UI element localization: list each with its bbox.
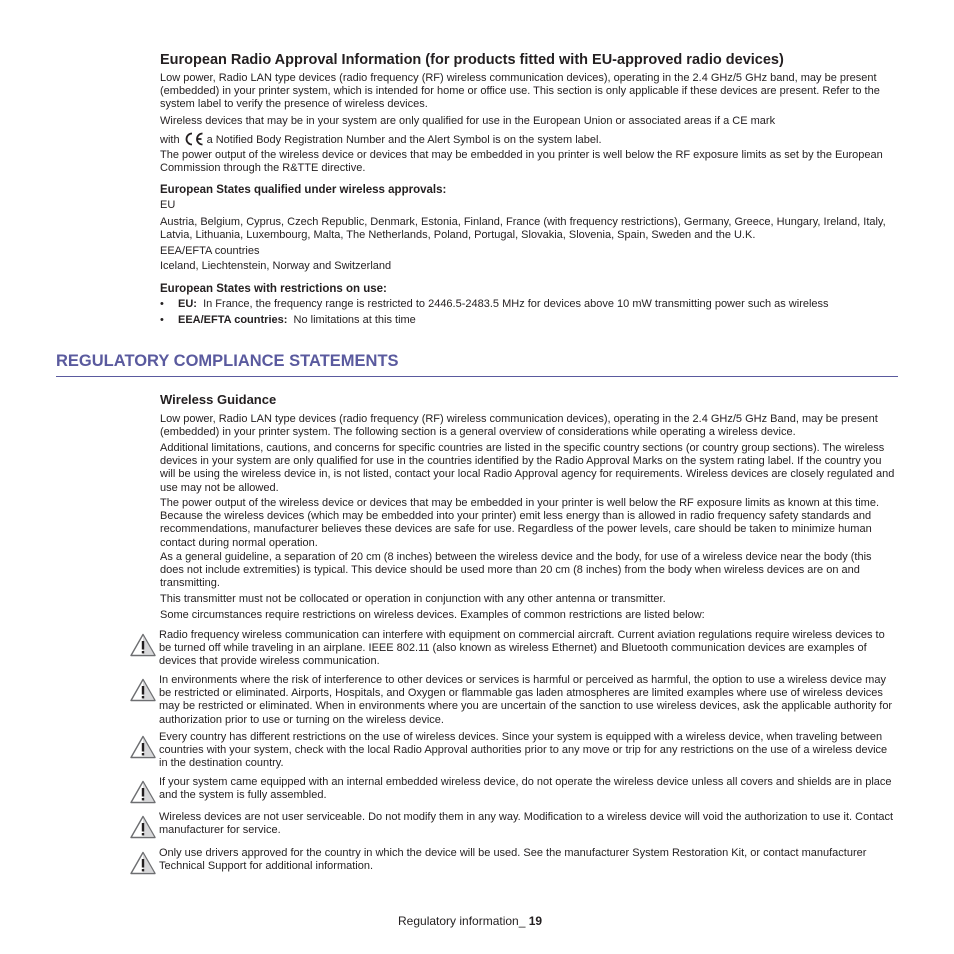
guidance-paragraph: As a general guideline, a separation of 20 cm (8 inches) between the wireless device and the body, for use of a wireless device near the body (this does not include extremities) is typical. This device should be used more than 20 cm (8 inches) from the body when wireless devices are on and transmitting. (160, 551, 872, 590)
eu-paragraph-2-line2 (160, 132, 898, 150)
eu-label: EU (160, 199, 176, 211)
warning-icon (130, 780, 156, 804)
bullet: • (160, 298, 164, 310)
section-title: REGULATORY COMPLIANCE STATEMENTS (56, 352, 399, 370)
eu-countries: Austria, Belgium, Cyprus, Czech Republic, Denmark, Estonia, Finland, France (with frequency restrictions), Germany, Greece, Hungary, Ireland, Italy, Latvia, Lithuania, Luxembourg, Malta, The Netherlands, Poland, Portugal, Slovakia, Slovenia, Spain, Sweden and the U.K. (160, 216, 886, 242)
warning-icon (130, 633, 156, 657)
warning-icon (130, 735, 156, 759)
warning-text: If your system came equipped with an internal embedded wireless device, do not operate the wireless device unless all covers and shields are in place and the system is fully assembled. (159, 776, 892, 802)
eu-section-title: European Radio Approval Information (for products fitted with EU-approved radio devices) (160, 52, 784, 68)
restrictions-heading: European States with restrictions on use: (160, 283, 387, 295)
qualified-heading: European States qualified under wireless approvals: (160, 184, 447, 196)
page-number: 19 (528, 914, 543, 928)
guidance-paragraph: The power output of the wireless device or devices that may be embedded in your printer is well below the RF exposure limits as known at this time. Because the wireless devices (which may be embedded into your printer) emit less energy than is allowed in radio frequency safety standards and recommendations, manufacturer believes these devices are safe for use. Regardless of the power levels, care should be taken to minimize human contact during normal operation. (160, 497, 880, 549)
warning-text: Every country has different restrictions on the use of wireless devices. Since your system is equipped with a wireless device, when traveling between countries with your system, check with the local Radio Approval authorities prior to any move or trip for any restrictions on the use of a wireless device in the destination country. (159, 731, 888, 770)
restriction-label: EU: (178, 298, 197, 310)
eea-label: EEA/EFTA countries (160, 245, 260, 257)
warning-text: Only use drivers approved for the country in which the device will be used. See the manufacturer System Restoration Kit, or contact manufacturer Technical Support for additional information. (159, 847, 867, 873)
wireless-guidance-heading: Wireless Guidance (160, 392, 277, 407)
warning-text: Radio frequency wireless communication can interfere with equipment on commercial aircraft. Current aviation regulations require wireless devices to be turned off while traveling in an airplane. IEEE 802.11 (also known as wireless Ethernet) and Bluetooth communication devices are examples of devices that provide wireless communication. (159, 629, 885, 668)
footer-label: Regulatory information_ (398, 914, 526, 928)
restriction-text: In France, the frequency range is restricted to 2446.5-2483.5 MHz for devices above 10 mW transmitting power such as wireless (203, 298, 829, 310)
restriction-text: No limitations at this time (293, 314, 416, 326)
eu-paragraph-1: Low power, Radio LAN type devices (radio frequency (RF) wireless communication devices), operating in the 2.4 GHz/5 GHz band, may be present (embedded) in your printer system, which is intended for home or office use. This section is only applicable if these devices are present. Refer to the system label to verify the presence of wireless devices. (160, 72, 880, 111)
ce-mark-icon (184, 132, 204, 150)
guidance-paragraph: Low power, Radio LAN type devices (radio frequency (RF) wireless communication devices), operating in the 2.4 GHz/5 GHz Band, may be present (embedded) in your printer system. The following section is a general overview of considerations while operating a wireless device. (160, 413, 878, 439)
eea-countries: Iceland, Liechtenstein, Norway and Switzerland (160, 260, 392, 272)
warning-icon (130, 678, 156, 702)
eu-paragraph-2-with: with (160, 134, 180, 146)
warning-icon (130, 815, 156, 839)
guidance-paragraph: Additional limitations, cautions, and concerns for specific countries are listed in the specific country sections (or country group sections). The wireless devices in your system are only qualified for use in the countries identified by the Radio Approval Marks on the system rating label. If the country you will be using the wireless device in, is not listed, contact your local Radio Approval agency for requirements. Wireless devices are closely regulated and use may not be allowed. (160, 442, 895, 494)
warning-text: In environments where the risk of interference to other devices or services is harmful or perceived as harmful, the option to use a wireless device may be restricted or eliminated. Airports, Hospitals, and Oxygen or flammable gas laden atmospheres are limited examples where use of wireless devices may be restricted or eliminated. When in environments where you are uncertain of the sanction to use wireless devices, ask the applicable authority for authorization prior to use or turning on the wireless device. (159, 674, 893, 726)
guidance-paragraph: This transmitter must not be collocated or operation in conjunction with any other antenna or transmitter. (160, 593, 666, 605)
guidance-paragraph: Some circumstances require restrictions on wireless devices. Examples of common restrictions are listed below: (160, 609, 705, 621)
eu-paragraph-3: The power output of the wireless device or devices that may be embedded in you printer is well below the RF exposure limits as set by the European Commission through the R&TTE directive. (160, 149, 883, 175)
bullet: • (160, 314, 164, 326)
warning-text: Wireless devices are not user serviceable. Do not modify them in any way. Modification to a wireless device will void the authorization to use it. Contact manufacturer for service. (159, 811, 894, 837)
warning-icon (130, 851, 156, 875)
eu-paragraph-2: Wireless devices that may be in your system are only qualified for use in the European Union or associated areas if a CE mark (160, 115, 776, 127)
eu-paragraph-2-after: a Notified Body Registration Number and the Alert Symbol is on the system label. (206, 134, 602, 146)
section-divider (56, 376, 898, 377)
restriction-label: EEA/EFTA countries: (178, 314, 288, 326)
